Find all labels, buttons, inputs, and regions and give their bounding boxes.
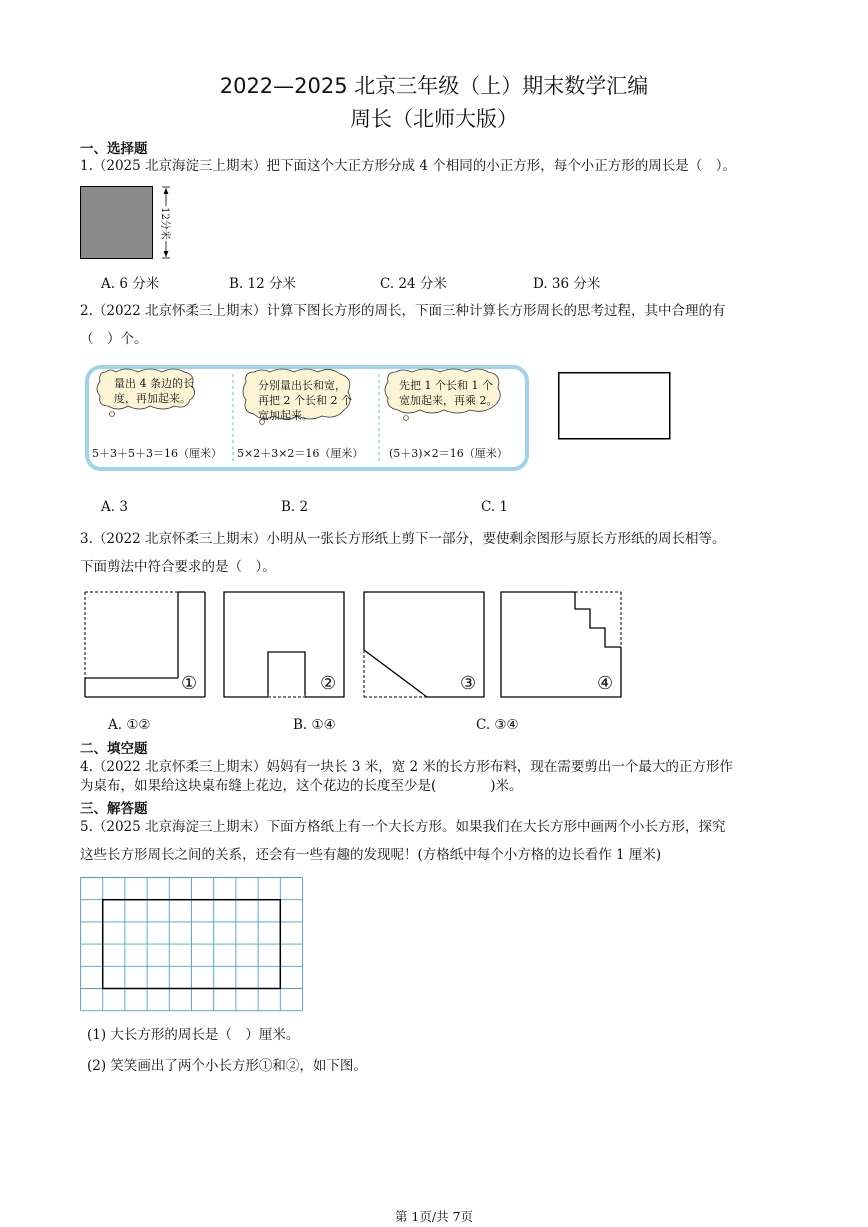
q3-option-c[interactable]: C. ③④ xyxy=(476,717,519,733)
formula-3: (5＋3)×2＝16（厘米） xyxy=(389,447,508,460)
figure-label-2: ② xyxy=(320,673,337,694)
section-heading-choice: 一、选择题 xyxy=(80,141,148,157)
dimension-label: 12分米 xyxy=(159,206,174,241)
q2-option-a[interactable]: A. 3 xyxy=(101,499,128,515)
q3-option-a[interactable]: A. ①② xyxy=(108,717,151,733)
section-heading-answer: 三、解答题 xyxy=(80,801,148,817)
section-heading-fill: 二、填空题 xyxy=(80,741,148,757)
question-5-text-cont: 这些长方形周长之间的关系，还会有一些有趣的发现呢！(方格纸中每个小方格的边长看作 1 厘米) xyxy=(80,847,662,863)
q5-sub-question-1: (1) 大长方形的周长是（ ）厘米。 xyxy=(87,1027,300,1043)
question-2-text-cont: （ ）个。 xyxy=(80,331,148,347)
q3-option-b[interactable]: B. ①④ xyxy=(293,717,336,733)
formula-1: 5＋3＋5＋3＝16（厘米） xyxy=(92,447,222,460)
figure-label-4: ④ xyxy=(597,673,614,694)
question-4-text: 4.（2022 北京怀柔三上期末）妈妈有一块长 3 米，宽 2 米的长方形布料，现在需要剪出一个最大的正方形作 xyxy=(80,759,733,775)
q2-option-c[interactable]: C. 1 xyxy=(481,499,509,515)
q3-cut-figures xyxy=(84,591,624,701)
bubble-3-text: 先把 1 个长和 1 个 宽加起来，再乘 2。 xyxy=(399,379,498,407)
figure-label-3: ③ xyxy=(460,673,477,694)
bubble-2-text: 分别量出长和宽， 再把 2 个长和 2 个 宽加起来。 xyxy=(258,379,352,422)
q1-option-a[interactable]: A. 6 分米 xyxy=(101,276,160,292)
page-footer: 第 1页/共 7页 xyxy=(394,1209,474,1224)
formula-2: 5×2＋3×2＝16（厘米） xyxy=(237,447,364,460)
q2-rectangle-figure xyxy=(558,372,672,442)
question-3-text: 3.（2022 北京怀柔三上期末）小明从一张长方形纸上剪下一部分，要使剩余图形与原长方形纸的周长相等。 xyxy=(80,531,726,547)
q5-sub-question-2: (2) 笑笑画出了两个小长方形①和②，如下图。 xyxy=(87,1058,367,1074)
page-title: 2022—2025 北京三年级（上）期末数学汇编 xyxy=(219,74,649,98)
q2-option-b[interactable]: B. 2 xyxy=(281,499,309,515)
q1-option-b[interactable]: B. 12 分米 xyxy=(229,276,296,292)
figure-label-1: ① xyxy=(181,673,198,694)
question-1-text: 1.（2025 北京海淀三上期末）把下面这个大正方形分成 4 个相同的小正方形，每个小正方形的周长是（ ）。 xyxy=(80,158,736,174)
gray-square xyxy=(81,187,153,259)
question-3-text-cont: 下面剪法中符合要求的是（ ）。 xyxy=(80,559,276,575)
bubble-1-text: 量出 4 条边的长 度，再加起来。 xyxy=(114,377,194,405)
question-5-text: 5.（2025 北京海淀三上期末）下面方格纸上有一个大长方形。如果我们在大长方形中画两个小长方形，探究 xyxy=(80,819,726,835)
q5-grid-paper xyxy=(80,877,304,1012)
q1-option-d[interactable]: D. 36 分米 xyxy=(533,276,601,292)
q1-option-c[interactable]: C. 24 分米 xyxy=(380,276,447,292)
page-subtitle: 周长（北师大版） xyxy=(350,107,518,131)
question-4-text-cont: 为桌布，如果给这块桌布缝上花边，这个花边的长度至少是( )米。 xyxy=(80,778,523,794)
question-2-text: 2.（2022 北京怀柔三上期末）计算下图长方形的周长，下面三种计算长方形周长的思考过程，其中合理的有 xyxy=(80,303,726,319)
